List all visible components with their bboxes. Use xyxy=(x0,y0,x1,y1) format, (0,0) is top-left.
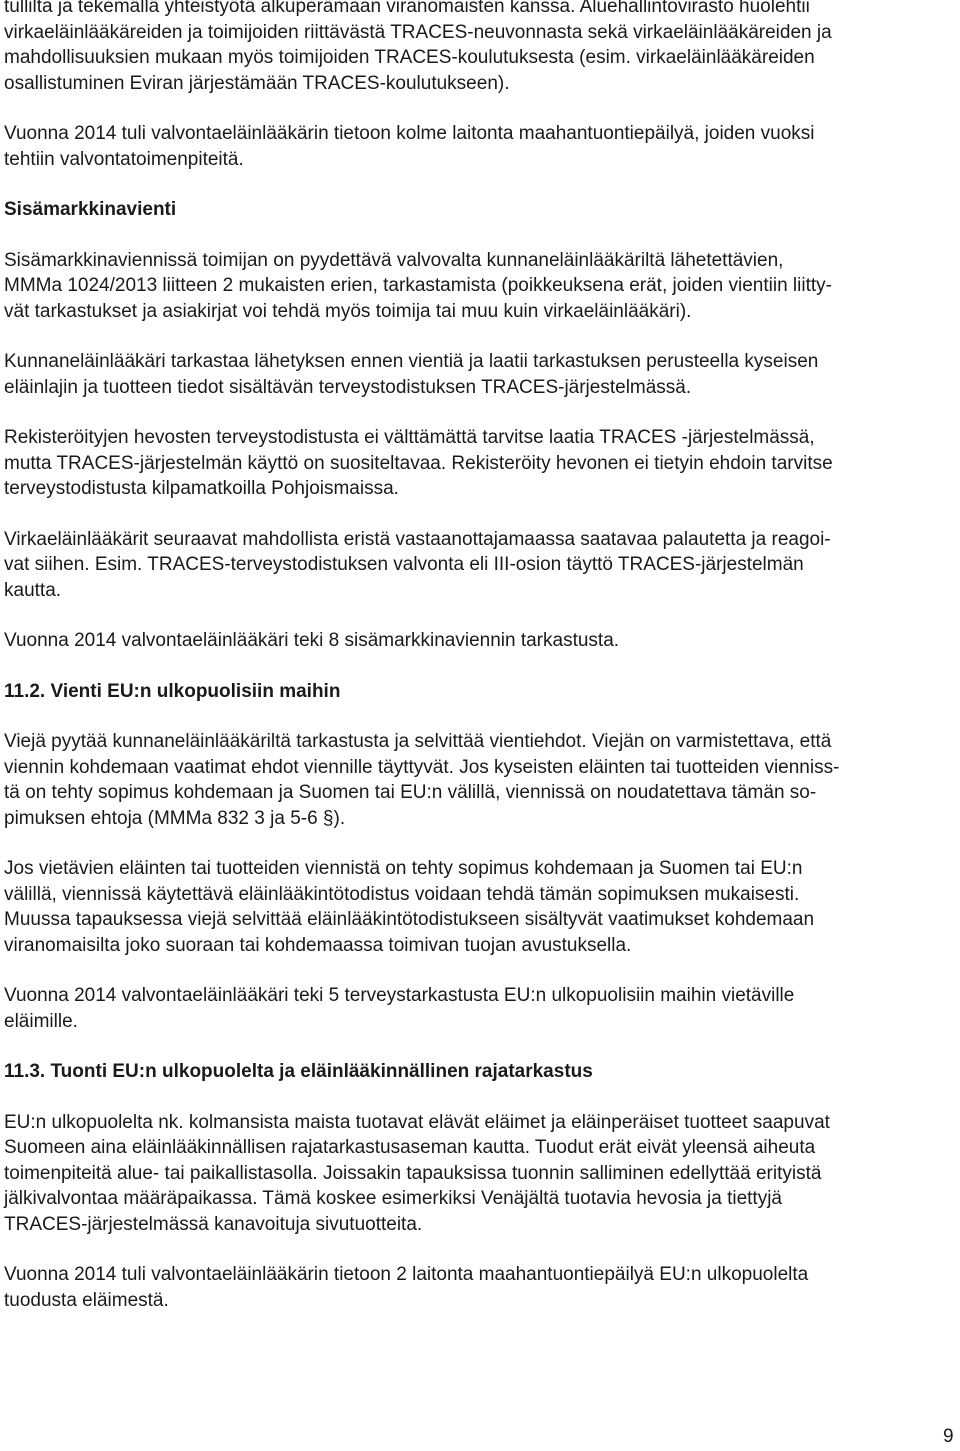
section-heading-import-border-control xyxy=(4,1059,944,1085)
text-line: mutta TRACES-järjestelmän käyttö on suositeltavaa. Rekisteröity hevonen ei tietyin ehdoin tarvitse xyxy=(4,452,833,474)
paragraph-traces-training xyxy=(4,0,944,96)
text-line: Suomeen aina eläinlääkinnällisen rajatarkastusaseman kautta. Tuodut erät eivät yleensä aiheuta xyxy=(4,1137,816,1158)
paragraph-third-country-imports xyxy=(4,1110,944,1238)
paragraph-illegal-import-suspicions xyxy=(4,121,944,172)
text-line: vät tarkastukset ja asiakirjat voi tehdä myös toimija tai muu kuin virkaeläinlääkäri). xyxy=(4,300,692,322)
text-line: Vuonna 2014 valvontaeläinlääkäri teki 5 terveystarkastusta EU:n ulkopuolisiin maihin vietäville xyxy=(4,985,795,1006)
paragraph-municipal-vet-inspection xyxy=(4,349,944,400)
text-line: Sisämarkkinaviennissä toimijan on pyydettävä valvovalta kunnaneläinlääkäriltä lähetettävien, xyxy=(4,249,784,271)
paragraph-veterinary-certificate xyxy=(4,856,944,958)
text-line: jälkivalvontaa määräpaikassa. Tämä koskee esimerkiksi Venäjältä tuotavia hevosia ja tiettyjä xyxy=(4,1188,782,1209)
text-line: Vuonna 2014 tuli valvontaeläinlääkärin tietoon kolme laitonta maahantuontiepäilyä, joiden vuoksi xyxy=(4,123,815,144)
text-line: pimuksen ehtoja (MMMa 832 3 ja 5-6 §). xyxy=(4,807,346,829)
text-line: tehtiin valvontatoimenpiteitä. xyxy=(4,148,244,170)
paragraph-internal-market-inspections-count xyxy=(4,628,944,654)
text-line: Muussa tapauksessa viejä selvittää eläinlääkintötodistukseen sisältyvät vaatimukset kohdemaan xyxy=(4,909,815,930)
document-page xyxy=(4,0,944,1338)
text-line: välillä, viennissä käytettävä eläinlääkintötodistus voidaan tehdä tämän sopimuksen mukaisesti. xyxy=(4,883,800,905)
heading-text: Sisämarkkinavienti xyxy=(4,199,177,220)
text-line: Vuonna 2014 tuli valvontaeläinlääkärin tietoon 2 laitonta maahantuontiepäilyä EU:n ulkopuolelta xyxy=(4,1264,809,1285)
text-line: eläinlajin ja tuotteen tiedot sisältävän terveystodistuksen TRACES-järjestelmässä. xyxy=(4,376,692,398)
text-line: tuodusta eläimestä. xyxy=(4,1289,169,1311)
text-line: Jos vietävien eläinten tai tuotteiden viennistä on tehty sopimus kohdemaan ja Suomen tai EU:n xyxy=(4,858,803,879)
text-line: vat siihen. Esim. TRACES-terveystodistuksen valvonta eli III-osion täyttö TRACES-järjestelmän xyxy=(4,554,804,575)
text-line: tä on tehty sopimus kohdemaan ja Suomen tai EU:n välillä, viennissä on noudatettava tämän so- xyxy=(4,782,817,803)
text-line: EU:n ulkopuolelta nk. kolmansista maista tuotavat elävät eläimet ja eläinperäiset tuotteet saapuvat xyxy=(4,1111,830,1133)
text-line: mahdollisuuksien mukaan myös toimijoiden TRACES-koulutuksesta (esim. virkaeläinlääkäreiden xyxy=(4,47,815,68)
text-line: eläimille. xyxy=(4,1010,78,1032)
paragraph-export-inspections-count xyxy=(4,983,944,1034)
text-line: viranomaisilta joko suoraan tai kohdemaassa toimivan tuojan avustuksella. xyxy=(4,934,632,956)
text-line: Viejä pyytää kunnaneläinlääkäriltä tarkastusta ja selvittää vientiehdot. Viejän on varmistettava, että xyxy=(4,731,832,752)
text-line: osallistuminen Eviran järjestämään TRACES-koulutukseen). xyxy=(4,72,510,94)
paragraph-import-suspicions-count xyxy=(4,1262,944,1313)
text-line: Kunnaneläinlääkäri tarkastaa lähetyksen ennen vientiä ja laatii tarkastuksen perusteella kyseisen xyxy=(4,351,819,372)
text-line: viennin kohdemaan vaatimat ehdot viennille täyttyvät. Jos kyseisten eläinten tai tuotteiden vienniss- xyxy=(4,756,840,778)
section-heading-export-outside-eu xyxy=(4,679,944,705)
text-line: Virkaeläinlääkärit seuraavat mahdollista eristä vastaanottajamaassa saatavaa palautetta ja reagoi- xyxy=(4,528,831,550)
paragraph-internal-market-inspection xyxy=(4,248,944,325)
text-line: terveystodistusta kilpamatkoilla Pohjoismaissa. xyxy=(4,478,399,499)
paragraph-export-conditions xyxy=(4,729,944,831)
heading-text: 11.2. Vienti EU:n ulkopuolisiin maihin xyxy=(4,680,341,702)
paragraph-registered-horses xyxy=(4,425,944,502)
text-line: Vuonna 2014 valvontaeläinlääkäri teki 8 sisämarkkinaviennin tarkastusta. xyxy=(4,630,620,651)
text-line: tullilta ja tekemällä yhteistyötä alkuperämaan viranomaisten kanssa. Aluehallintovirasto huolehtii xyxy=(4,0,810,17)
text-line: kautta. xyxy=(4,579,62,601)
text-line: MMMa 1024/2013 liitteen 2 mukaisten erien, tarkastamista (poikkeuksena erät, joiden vientiin liitty- xyxy=(4,275,832,296)
page-number: 9 xyxy=(943,1426,954,1447)
paragraph-feedback-monitoring xyxy=(4,527,944,604)
heading-text: 11.3. Tuonti EU:n ulkopuolelta ja eläinlääkinnällinen rajatarkastus xyxy=(4,1061,593,1082)
text-line: Rekisteröityjen hevosten terveystodistusta ei välttämättä tarvitse laatia TRACES -järjestelmässä, xyxy=(4,427,815,448)
section-heading-internal-market-export xyxy=(4,197,944,223)
text-line: virkaeläinlääkäreiden ja toimijoiden riittävästä TRACES-neuvonnasta sekä virkaeläinlääkäreiden ja xyxy=(4,21,832,43)
text-line: toimenpiteitä alue- tai paikallistasolla. Joissakin tapauksissa tuonnin salliminen edellyttää erityistä xyxy=(4,1162,822,1184)
text-line: TRACES-järjestelmässä kanavoituja sivutuotteita. xyxy=(4,1213,423,1235)
